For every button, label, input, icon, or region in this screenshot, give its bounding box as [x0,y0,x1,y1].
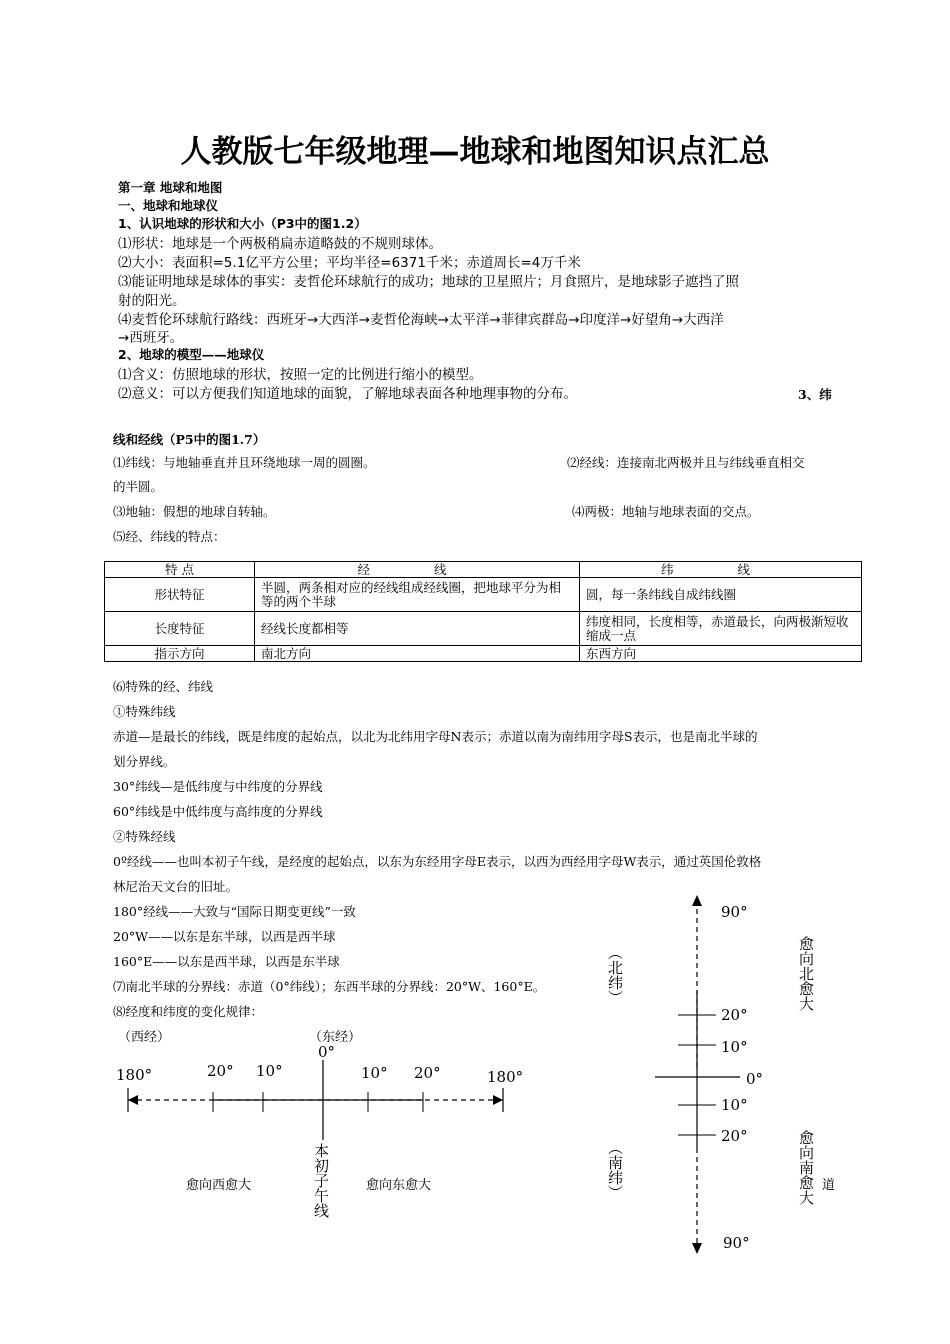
subsection-heading: 1、认识地球的形状和大小（P3中的图1.2） [118,216,367,231]
lat-60-text: 60°纬线是中低纬度与高纬度的分界线 [113,804,323,819]
table-cell: 圆，每一条纬线自成纬线圈 [580,578,862,612]
north-latitude-label: （北纬） [606,945,624,1005]
south-increase-note: 愈向南愈大 [797,1130,815,1205]
tick-label: 10° [361,1064,388,1082]
tick-label: 90° [721,903,748,921]
special-latitude-heading: ①特殊纬线 [113,704,176,719]
south-latitude-label: （南纬） [606,1140,624,1200]
table-cell: 东西方向 [580,646,862,662]
significance-line: ⑵意义：可以方便我们知道地球的面貌，了解地球表面各种地理事物的分布。 [118,386,577,402]
proof-line-cont: 射的阳光。 [118,293,186,309]
subsection-heading-2: 2、地球的模型——地球仪 [118,347,265,362]
longitude-definition-cont: 的半圆。 [113,479,164,494]
shape-line: ⑴形状：地球是一个两极稍扁赤道略鼓的不规则球体。 [118,236,442,252]
table-row [105,612,862,646]
axis-definition: ⑶地轴：假想的地球自转轴。 [113,504,276,519]
poles-definition: ⑷两极：地轴与地球表面的交点。 [572,504,760,519]
table-cell: 南北方向 [255,646,580,662]
section-heading: 一、地球和地球仪 [118,198,219,213]
tick-label: 20° [721,1127,748,1145]
tick-label: 90° [723,1234,750,1252]
east-longitude-label: （东经） [309,1030,362,1045]
table-header: 经 线 [255,562,580,578]
table-cell: 形状特征 [105,578,255,612]
features-heading: ⑸经、纬线的特点： [113,529,226,544]
special-longitude-heading: ②特殊经线 [113,829,176,844]
lon-180-text: 180°经线——大致与“国际日期变更线”一致 [113,904,356,919]
table-row [105,646,862,662]
prime-meridian-text-cont: 林尼治天文台的旧址。 [113,879,239,894]
lat-30-text: 30°纬线—是低纬度与中纬度的分界线 [113,779,323,794]
equator-text: 赤道—是最长的纬线，既是纬度的起始点，以北为北纬用字母N表示；赤道以南为南纬用字母S表示，也是南北半球的 [113,729,758,744]
comparison-table [104,561,862,662]
equator-fragment: 道 [822,1178,836,1193]
prime-meridian-label: 本初子午线 [312,1143,330,1218]
tick-label: 20° [207,1062,234,1080]
table-header: 纬 线 [580,562,862,578]
north-increase-note: 愈向北愈大 [797,936,815,1011]
tick-label: 180° [487,1068,524,1086]
tick-label: 0° [746,1070,764,1088]
hemisphere-boundary-text: ⑺南北半球的分界线：赤道（0°纬线）；东西半球的分界线：20°W、160°E。 [113,979,546,994]
longitude-definition: ⑵经线：连接南北两极并且与纬线垂直相交 [567,455,805,470]
prime-meridian-text: 0º经线——也叫本初子午线，是经度的起始点，以东为东经用字母E表示，以西为西经用字母W表示，通过英国伦敦格 [113,854,762,869]
tick-label: 10° [721,1096,748,1114]
table-header-row [105,562,862,578]
west-longitude-label: （西经） [118,1030,171,1045]
subsection-3-cont: 线和经线（P5中的图1.7） [113,432,266,447]
tick-label: 180° [116,1066,153,1084]
equator-text-cont: 划分界线。 [113,754,176,769]
tick-label: 0° [318,1043,336,1061]
lon-160e-text: 160°E——以东是西半球，以西是东半球 [113,954,340,969]
meaning-line: ⑴含义：仿照地球的形状，按照一定的比例进行缩小的模型。 [118,367,483,383]
size-line: ⑵大小：表面积=5.1亿平方公里；平均半径=6371千米；赤道周长=4万千米 [118,255,581,271]
table-cell: 指示方向 [105,646,255,662]
proof-line: ⑶能证明地球是球体的事实：麦哲伦环球航行的成功；地球的卫星照片；月食照片，是地球影子遮挡了照 [118,274,739,290]
route-line: ⑷麦哲伦环球航行路线：西班牙→大西洋→麦哲伦海峡→太平洋→菲律宾群岛→印度洋→好望角→大西洋 [118,312,724,328]
latitude-axis [640,890,760,1260]
table-cell: 纬度相同，长度相等，赤道最长，向两极渐短收缩成一点 [580,612,862,646]
change-rule-heading: ⑻经度和纬度的变化规律： [113,1004,264,1019]
page-title: 人教版七年级地理—地球和地图知识点汇总 [180,134,770,170]
latitude-definition: ⑴纬线：与地轴垂直并且环绕地球一周的圆圈。 [113,455,376,470]
chapter-heading: 第一章 地球和地图 [118,180,223,195]
subsection-3-start: 3、纬 [798,387,832,402]
tick-label: 20° [414,1064,441,1082]
table-header: 特 点 [105,562,255,578]
table-cell: 长度特征 [105,612,255,646]
table-row [105,578,862,612]
route-line-cont: →西班牙。 [118,330,184,346]
lon-20w-text: 20°W——以东是东半球，以西是西半球 [113,929,336,944]
tick-label: 20° [721,1006,748,1024]
table-cell: 经线长度都相等 [255,612,580,646]
tick-label: 10° [256,1062,283,1080]
tick-label: 10° [721,1038,748,1056]
special-lines-heading: ⑹特殊的经、纬线 [113,679,214,694]
table-cell: 半圆，两条相对应的经线组成经线圈，把地球平分为相等的两个半球 [255,578,580,612]
east-increase-note: 愈向东愈大 [366,1178,432,1193]
west-increase-note: 愈向西愈大 [186,1178,252,1193]
